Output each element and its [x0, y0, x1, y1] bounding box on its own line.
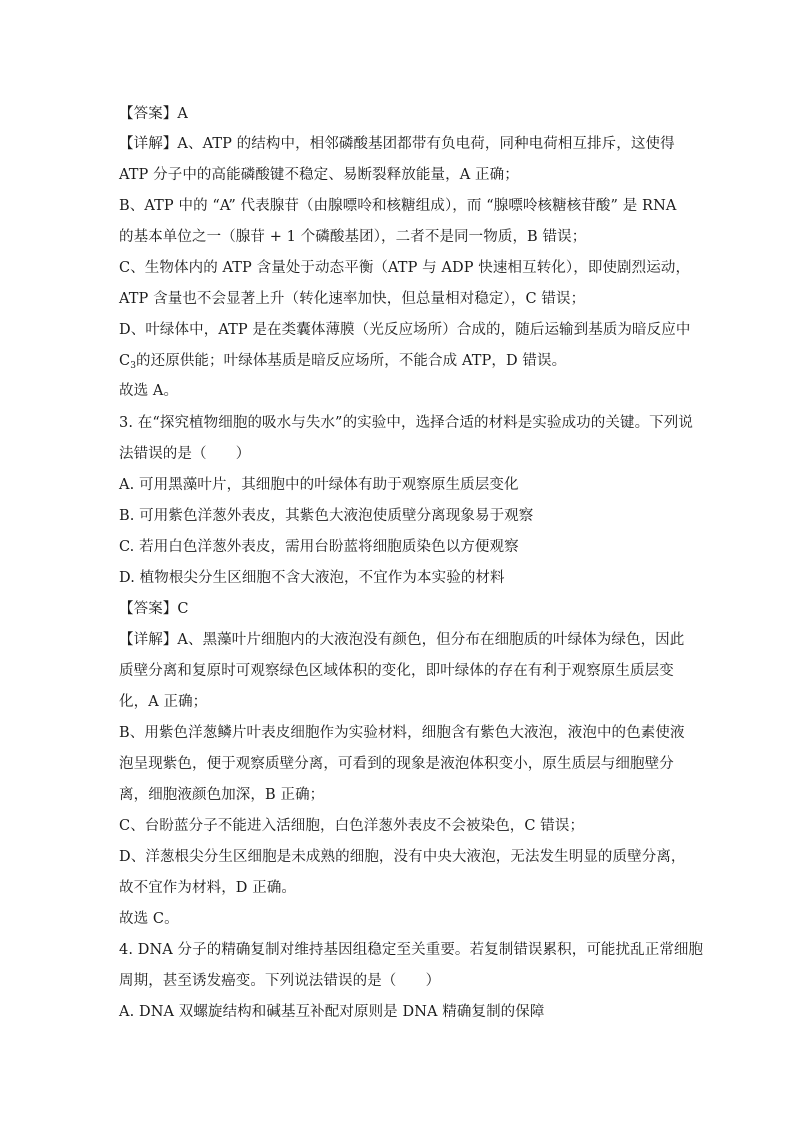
q2-detail-line: D、叶绿体中，ATP 是在类囊体薄膜（光反应场所）合成的，随后运输到基质为暗反应中	[119, 322, 691, 338]
q3-stem-line: 法错误的是（ ）	[119, 446, 251, 462]
q3-conclusion: 故选 C。	[119, 911, 179, 927]
q2-detail-line: ATP 含量也不会显著上升（转化速率加快，但总量相对稳定），C 错误；	[119, 291, 586, 307]
q2-conclusion: 故选 A。	[119, 383, 179, 399]
q2-detail-line: B、ATP 中的 “A” 代表腺苷（由腺嘌呤和核糖组成），而 “腺嘌呤核糖核苷酸” 是 RNA	[119, 198, 677, 214]
q3-detail-line: 故不宜作为材料，D 正确。	[119, 880, 297, 896]
q2-detail-line: ATP 分子中的高能磷酸键不稳定、易断裂释放能量，A 正确；	[119, 167, 519, 183]
q4-stem-line: 周期，甚至诱发癌变。下列说法错误的是（ ）	[119, 973, 441, 989]
q3-option-c: C. 若用白色洋葱外表皮，需用台盼蓝将细胞质染色以方便观察	[119, 539, 519, 555]
q2-detail-line-c3	[119, 351, 679, 376]
q2-answer: 【答案】A	[119, 106, 188, 122]
q3-stem-line: 3. 在“探究植物细胞的吸水与失水”的实验中，选择合适的材料是实验成功的关键。下列说	[119, 415, 693, 431]
q3-detail-line: C、台盼蓝分子不能进入活细胞，白色洋葱外表皮不会被染色，C 错误；	[119, 818, 585, 834]
q3-option-d: D. 植物根尖分生区细胞不含大液泡，不宜作为本实验的材料	[119, 570, 505, 586]
q3-detail-line: 泡呈现紫色，便于观察质壁分离，可看到的现象是液泡体积变小，原生质层与细胞壁分	[119, 756, 674, 772]
q3-detail-line: 离，细胞液颜色加深，B 正确；	[119, 787, 325, 803]
c3-subscript: 3	[130, 361, 137, 371]
c3-rest: 的还原供能；叶绿体基质是暗反应场所，不能合成 ATP，D 错误。	[136, 353, 567, 369]
q2-detail-line: C、生物体内的 ATP 含量处于动态平衡（ATP 与 ADP 快速相互转化），即使剧烈运动，	[119, 260, 691, 276]
q3-answer: 【答案】C	[119, 601, 189, 617]
q3-detail-line: 化，A 正确；	[119, 694, 208, 710]
q2-detail-line: 的基本单位之一（腺苷 + 1 个磷酸基团），二者不是同一物质，B 错误；	[119, 229, 587, 245]
q2-detail-line: 【详解】A、ATP 的结构中，相邻磷酸基团都带有负电荷，同种电荷相互排斥，这使得	[119, 136, 675, 152]
q3-option-a: A. 可用黑藻叶片，其细胞中的叶绿体有助于观察原生质层变化	[119, 477, 519, 493]
q3-detail-line: D、洋葱根尖分生区细胞是未成熟的细胞，没有中央大液泡，无法发生明显的质壁分离，	[119, 849, 686, 865]
q3-detail-line: B、用紫色洋葱鳞片叶表皮细胞作为实验材料，细胞含有紫色大液泡，液泡中的色素使液	[119, 725, 685, 741]
q3-detail-line: 质壁分离和复原时可观察绿色区域体积的变化，即叶绿体的存在有利于观察原生质层变	[119, 663, 674, 679]
q3-detail-line: 【详解】A、黑藻叶片细胞内的大液泡没有颜色，但分布在细胞质的叶绿体为绿色，因此	[119, 632, 685, 648]
q3-option-b: B. 可用紫色洋葱外表皮，其紫色大液泡使质壁分离现象易于观察	[119, 508, 534, 524]
q4-option-a: A. DNA 双螺旋结构和碱基互补配对原则是 DNA 精确复制的保障	[119, 1004, 545, 1020]
c3-symbol: C	[119, 353, 131, 369]
q4-stem-line: 4. DNA 分子的精确复制对维持基因组稳定至关重要。若复制错误累积，可能扰乱正常细胞	[119, 942, 704, 958]
